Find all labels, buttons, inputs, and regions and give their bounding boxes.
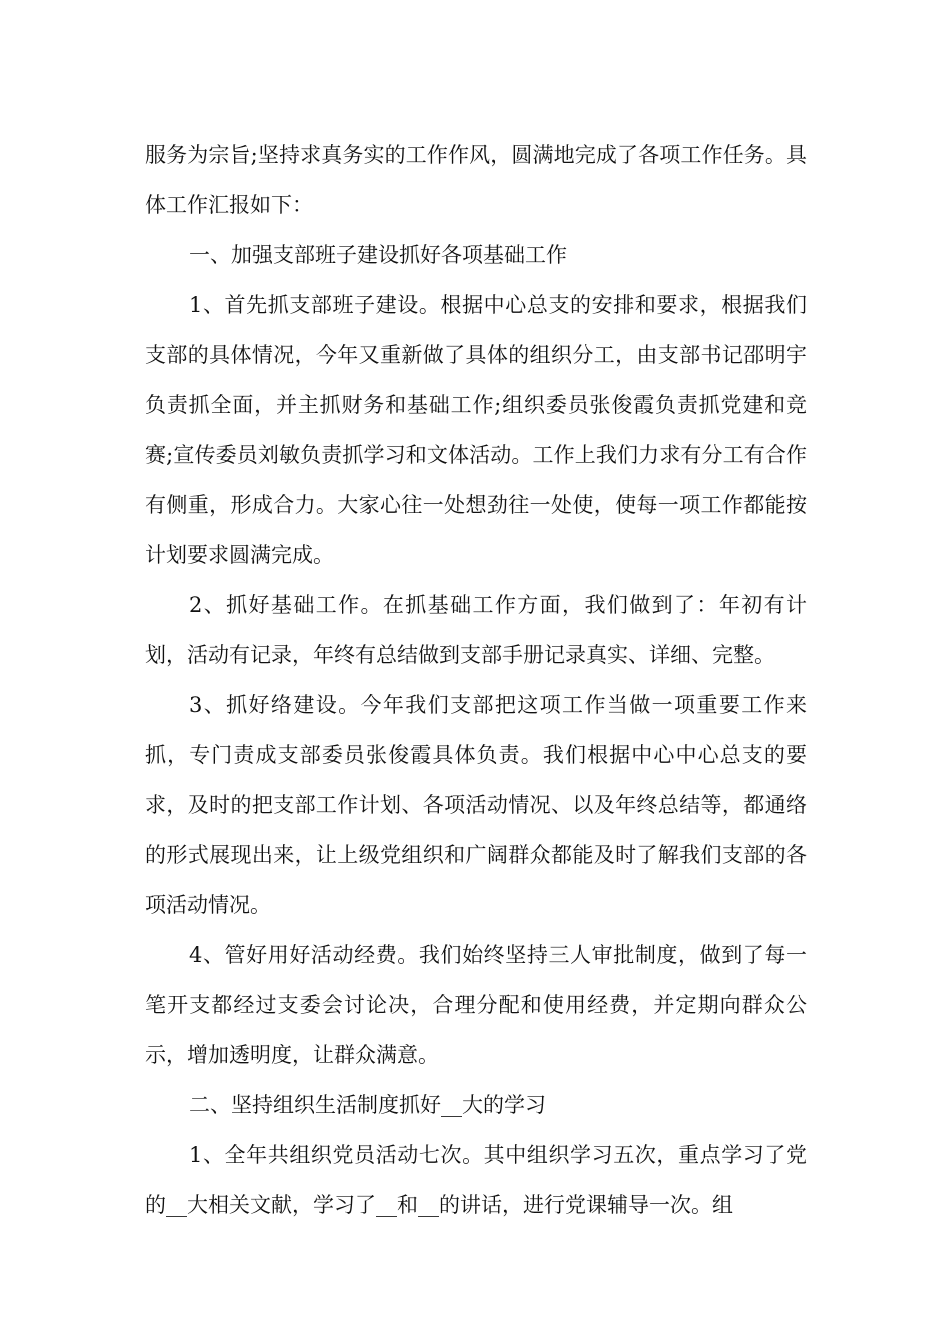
paragraph-team-building: 1、首先抓支部班子建设。根据中心总支的安排和要求，根据我们支部的具体情况，今年又重新做了具体的组织分工，由支部书记邵明宇负责抓全面，并主抓财务和基础工作;组织委员张俊霞负责抓党建和竞赛;宣传委员刘敏负责抓学习和文体活动。工作上我们力求有分工有合作有侧重，形成合力。大家心往一处想劲往一处使，使每一项工作都能按计划要求圆满完成。 [145, 293, 807, 567]
paragraph-funds: 4、管好用好活动经费。我们始终坚持三人审批制度，做到了每一笔开支都经过支委会讨论决，合理分配和使用经费，并定期向群众公示，增加透明度，让群众满意。 [145, 943, 807, 1067]
paragraph-activities: 1、全年共组织党员活动七次。其中组织学习五次，重点学习了党的__大相关文献，学习了__和__的讲话，进行党课辅导一次。组 [145, 1143, 807, 1217]
paragraph-continuation: 服务为宗旨;坚持求真务实的工作作风，圆满地完成了各项工作任务。具体工作汇报如下： [145, 143, 807, 217]
section-heading-1: 一、加强支部班子建设抓好各项基础工作 [189, 243, 567, 267]
document-body [145, 130, 807, 1230]
section-heading-2: 二、坚持组织生活制度抓好__大的学习 [189, 1093, 546, 1117]
paragraph-network: 3、抓好络建设。今年我们支部把这项工作当做一项重要工作来抓，专门责成支部委员张俊霞具体负责。我们根据中心中心总支的要求，及时的把支部工作计划、各项活动情况、以及年终总结等，都通络的形式展现出来，让上级党组织和广阔群众都能及时了解我们支部的各项活动情况。 [145, 693, 807, 917]
paragraph-basic-work: 2、抓好基础工作。在抓基础工作方面，我们做到了：年初有计划，活动有记录，年终有总结做到支部手册记录真实、详细、完整。 [145, 593, 807, 667]
